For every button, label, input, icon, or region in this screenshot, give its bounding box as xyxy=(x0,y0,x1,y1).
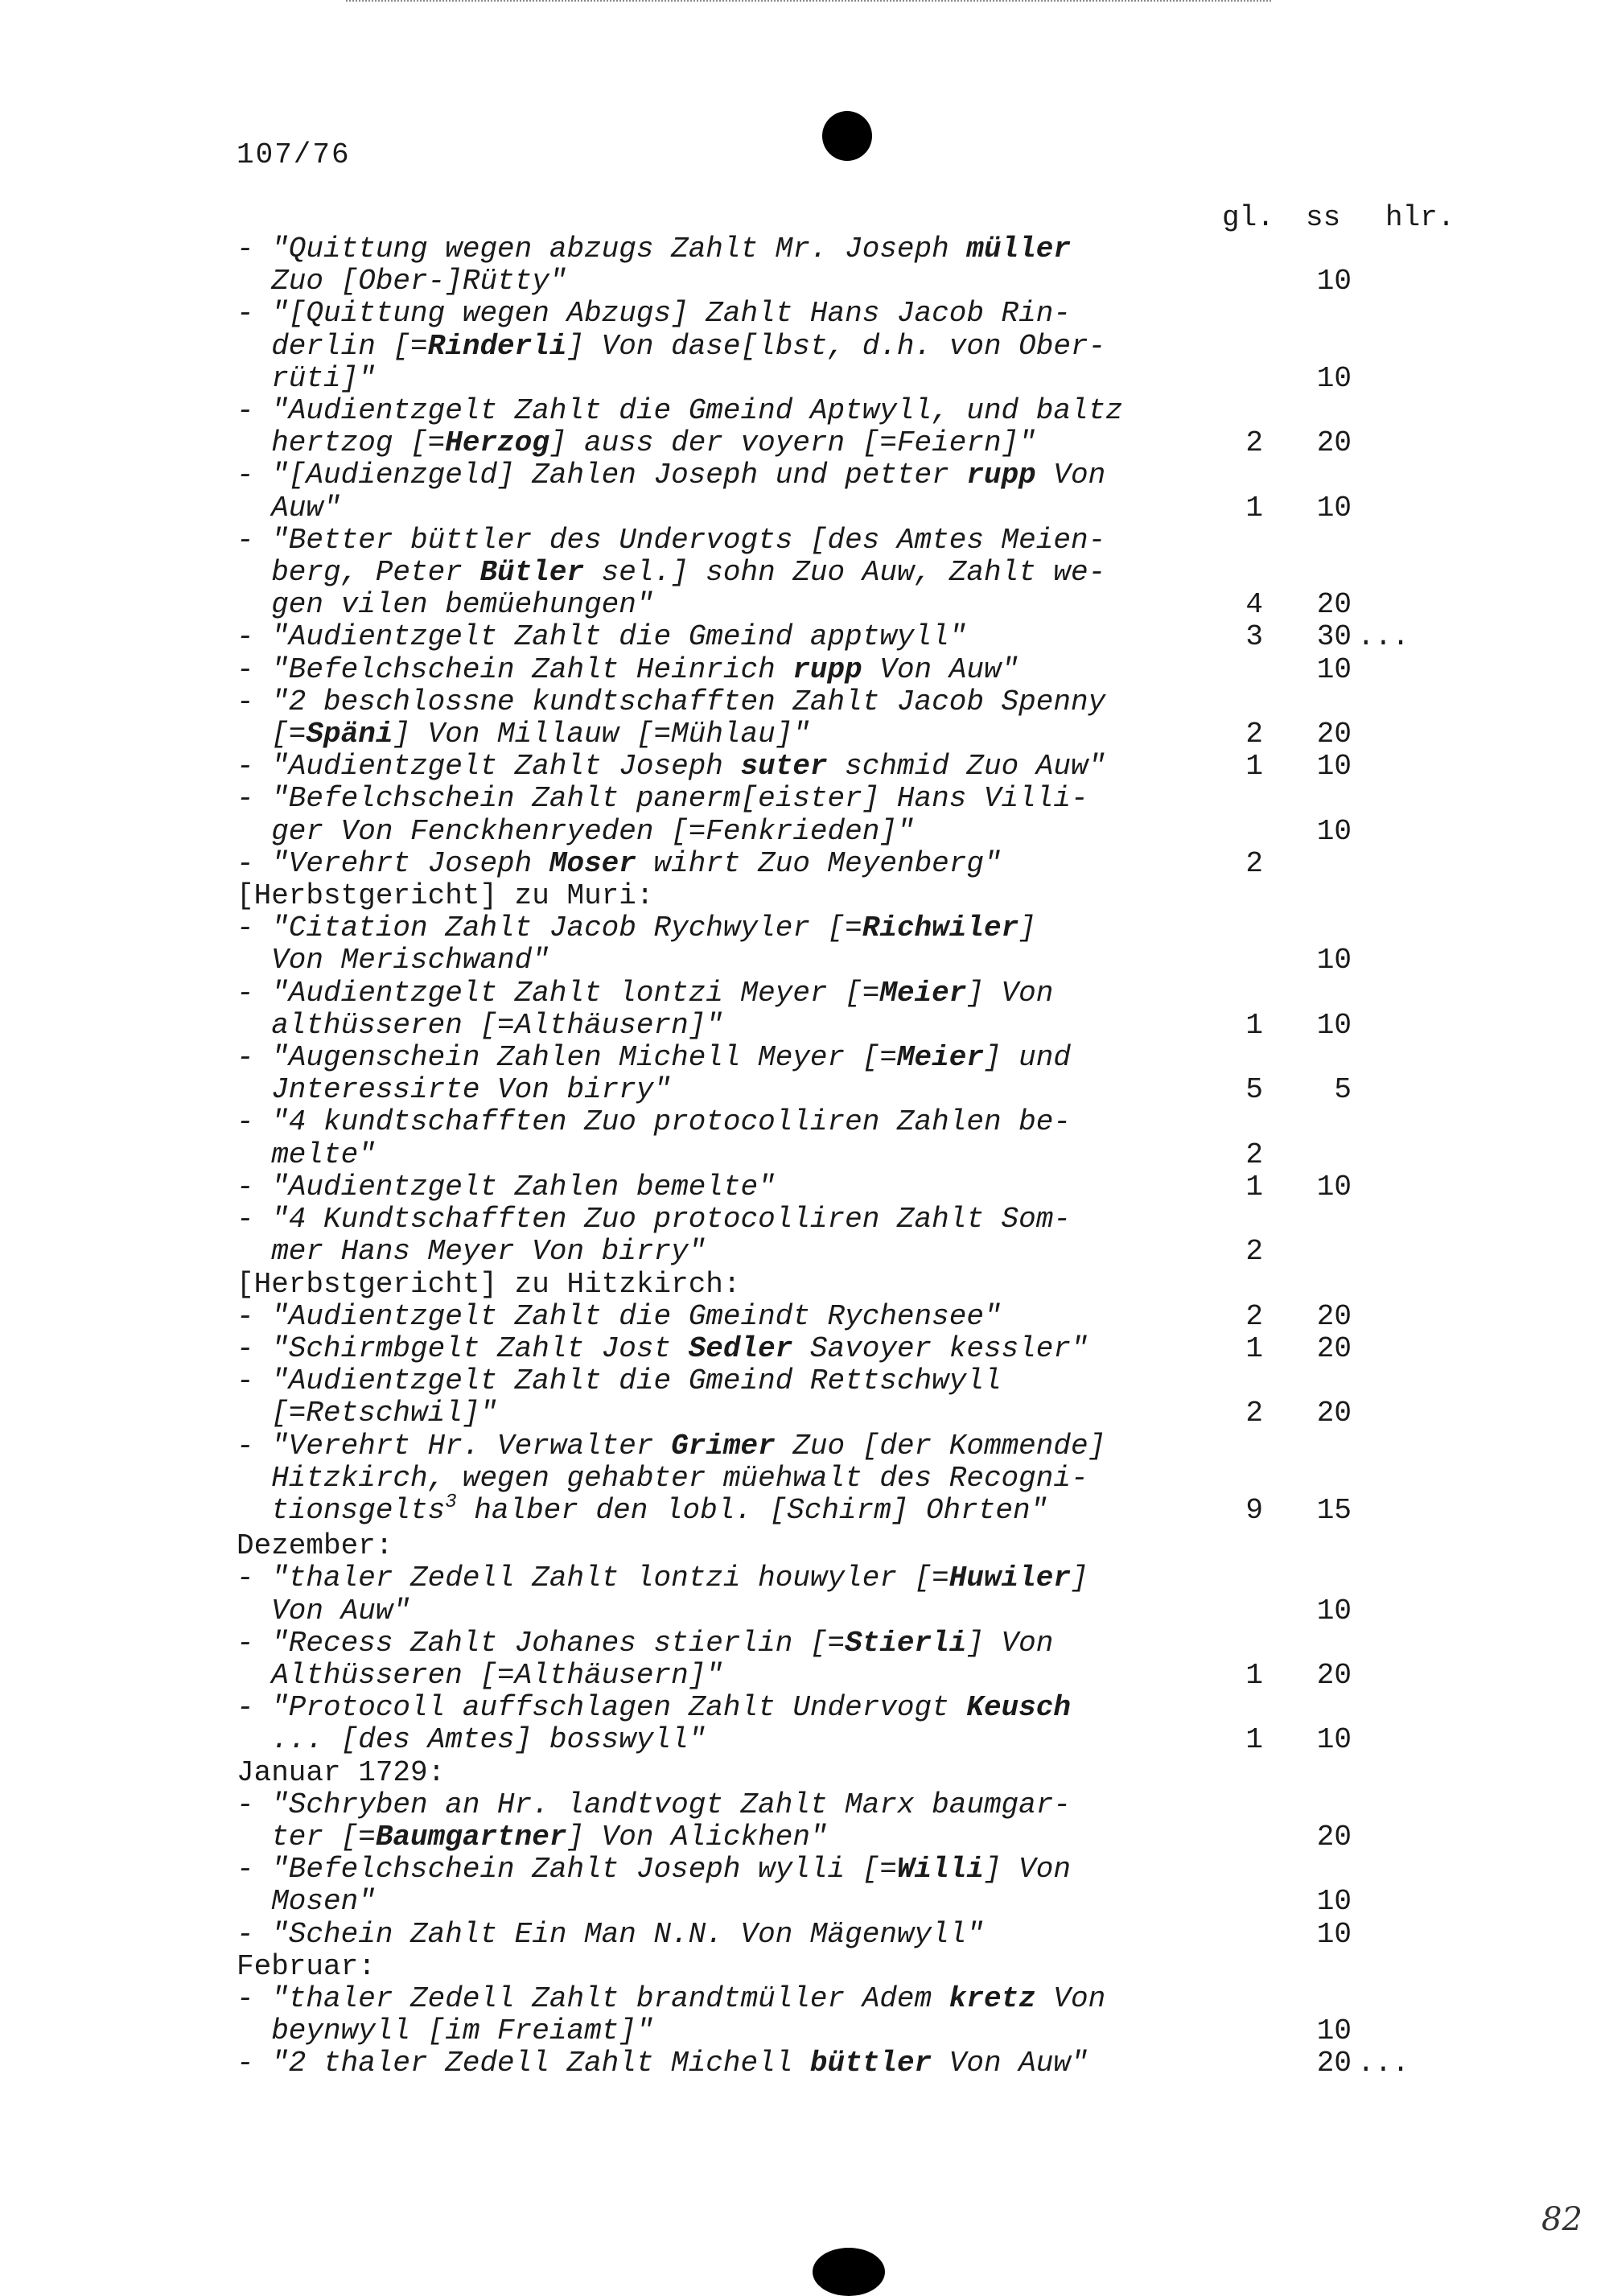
amount-gl: 2 xyxy=(1245,1299,1263,1333)
entry-text: - "thaler Zedell Zahlt brandtmüller Adem kretz Von xyxy=(237,1981,1106,2015)
entry-text: beynwyll [im Freiamt]" xyxy=(237,2014,654,2048)
entry-line xyxy=(237,977,1604,1010)
amount-gl: 5 xyxy=(1245,1073,1263,1107)
handwritten-page-number: 82 xyxy=(1541,2201,1582,2238)
continuation-marker: ... xyxy=(1357,2047,1409,2080)
surname-emphasis: Meier xyxy=(879,976,967,1010)
entry-text: melte" xyxy=(237,1138,376,1171)
entry-line xyxy=(237,1397,1604,1430)
section-heading xyxy=(237,880,1604,912)
section-heading xyxy=(237,1269,1604,1301)
entry-text: - "Verehrt Joseph Moser wihrt Zuo Meyenberg" xyxy=(237,846,1002,880)
entry-text: Althüsseren [=Althäusern]" xyxy=(237,1658,723,1692)
punch-hole-bottom xyxy=(813,2248,885,2296)
entry-text: - "Citation Zahlt Jacob Rychwyler [=Richwiler] xyxy=(237,911,1036,945)
scan-edge-specks xyxy=(346,0,1271,5)
entry-line xyxy=(237,1854,1604,1886)
amount-ss: 20 xyxy=(1316,1820,1352,1854)
entry-line xyxy=(237,1983,1604,2015)
entry-line xyxy=(237,621,1604,653)
entry-text: Von Auw" xyxy=(237,1594,411,1627)
entry-line xyxy=(237,1042,1604,1074)
amount-gl: 2 xyxy=(1245,1235,1263,1269)
entry-line xyxy=(237,1789,1604,1821)
entry-line xyxy=(237,1236,1604,1268)
entry-line xyxy=(237,1491,1604,1530)
entry-line xyxy=(237,1463,1604,1495)
entry-line xyxy=(237,1301,1604,1333)
entry-line xyxy=(237,589,1604,621)
surname-emphasis: Bütler xyxy=(479,556,585,590)
entry-line xyxy=(237,298,1604,330)
entry-line xyxy=(237,1562,1604,1594)
entry-line xyxy=(237,363,1604,395)
entry-line xyxy=(237,848,1604,880)
surname-emphasis: müller xyxy=(966,232,1071,265)
surname-emphasis: Herzog xyxy=(445,426,549,460)
entry-line xyxy=(237,1333,1604,1365)
entry-line xyxy=(237,1595,1604,1627)
entry-text: Jnteressirte Von birry" xyxy=(237,1073,672,1107)
amount-ss: 10 xyxy=(1316,1594,1352,1627)
amount-ss: 10 xyxy=(1316,652,1352,686)
entry-text: - "Verehrt Hr. Verwalter Grimer Zuo [der Kommende] xyxy=(237,1429,1106,1463)
entry-line xyxy=(237,233,1604,265)
entry-text: - "Quittung wegen abzugs Zahlt Mr. Joseph müller xyxy=(237,232,1071,265)
entry-text: [=Retschwil]" xyxy=(237,1397,498,1430)
amount-gl: 1 xyxy=(1245,1008,1263,1042)
amount-ss: 10 xyxy=(1316,750,1352,784)
amount-gl: 1 xyxy=(1245,1658,1263,1692)
entry-text: [=Späni] Von Millauw [=Mühlau]" xyxy=(237,718,810,751)
amount-gl: 1 xyxy=(1245,491,1263,525)
amount-gl: 1 xyxy=(1245,1723,1263,1757)
entry-line xyxy=(237,1919,1604,1951)
entry-line xyxy=(237,1821,1604,1854)
amount-gl: 2 xyxy=(1245,718,1263,751)
entry-line xyxy=(237,1010,1604,1042)
entry-text: - "2 thaler Zedell Zahlt Michell büttler Von Auw" xyxy=(237,2047,1088,2080)
amount-gl: 2 xyxy=(1245,426,1263,460)
entry-text: Auw" xyxy=(237,491,341,525)
entry-text: hertzog [=Herzog] auss der voyern [=Feiern]" xyxy=(237,426,1036,460)
surname-emphasis: Sedler xyxy=(688,1331,793,1365)
surname-emphasis: Baumgartner xyxy=(375,1820,567,1854)
section-heading xyxy=(237,1757,1604,1789)
ledger-entries xyxy=(237,233,1604,2080)
amount-ss: 10 xyxy=(1316,1885,1352,1919)
entry-text: - "Schirmbgelt Zahlt Jost Sedler Savoyer kessler" xyxy=(237,1331,1088,1365)
amount-ss: 10 xyxy=(1316,2014,1352,2048)
entry-text: - "4 kundtschafften Zuo protocolliren Zahlen be- xyxy=(237,1105,1071,1139)
amount-ss: 20 xyxy=(1316,718,1352,751)
amount-gl: 4 xyxy=(1245,588,1263,622)
surname-emphasis: Späni xyxy=(306,718,393,751)
section-heading xyxy=(237,1530,1604,1562)
entry-text: - "Protocoll auffschlagen Zahlt Undervogt Keusch xyxy=(237,1691,1071,1725)
entry-text: - "Audientzgelt Zahlt die Gmeind Aptwyll, und baltz xyxy=(237,394,1123,428)
surname-emphasis: büttler xyxy=(809,2047,932,2080)
amount-ss: 10 xyxy=(1316,1170,1352,1204)
amount-ss: 10 xyxy=(1316,814,1352,848)
entry-line xyxy=(237,751,1604,783)
entry-text: gen vilen bemüehungen" xyxy=(237,588,654,622)
entry-line xyxy=(237,1724,1604,1756)
entry-line xyxy=(237,525,1604,557)
entry-text: rüti]" xyxy=(237,361,376,395)
entry-text: Zuo [Ober-]Rütty" xyxy=(237,265,567,298)
entry-line xyxy=(237,1171,1604,1204)
entry-line xyxy=(237,459,1604,492)
entry-line xyxy=(237,816,1604,848)
entry-text: - "4 Kundtschafften Zuo protocolliren Zahlt Som- xyxy=(237,1203,1071,1236)
entry-text: - "Audientzgelt Zahlt die Gmeindt Rychensee" xyxy=(237,1299,1002,1333)
section-heading-text: Februar: xyxy=(237,1949,376,1983)
amount-ss: 20 xyxy=(1316,1331,1352,1365)
entry-text: - "thaler Zedell Zahlt lontzi houwyler [=Huwiler] xyxy=(237,1562,1088,1595)
entry-line xyxy=(237,944,1604,977)
entry-line xyxy=(237,783,1604,815)
entry-text: - "Schein Zahlt Ein Man N.N. Von Mägenwyll" xyxy=(237,1917,984,1951)
entry-line xyxy=(237,427,1604,459)
entry-line xyxy=(237,1139,1604,1171)
entry-line xyxy=(237,2015,1604,2047)
column-headers xyxy=(0,201,1609,233)
entry-line xyxy=(237,1074,1604,1106)
entry-line xyxy=(237,395,1604,427)
entry-line xyxy=(237,557,1604,589)
entry-text: Hitzkirch, wegen gehabter müehwalt des Recogni- xyxy=(237,1461,1088,1495)
entry-line xyxy=(237,1106,1604,1138)
entry-text: - "Recess Zahlt Johanes stierlin [=Stierli] Von xyxy=(237,1626,1054,1660)
section-heading-text: Januar 1729: xyxy=(237,1755,446,1789)
amount-ss: 10 xyxy=(1316,944,1352,977)
column-header-hlr: hlr. xyxy=(1385,201,1455,234)
surname-emphasis: Grimer xyxy=(671,1429,776,1463)
entry-text: - "Audientzgelt Zahlt die Gmeind apptwyll" xyxy=(237,620,967,654)
entry-text: - "Better büttler des Undervogts [des Amtes Meien- xyxy=(237,523,1106,557)
entry-line xyxy=(237,654,1604,686)
entry-text: ter [=Baumgartner] Von Alickhen" xyxy=(237,1820,828,1854)
entry-line xyxy=(237,1365,1604,1397)
amount-ss: 20 xyxy=(1316,588,1352,622)
column-header-ss: ss xyxy=(1306,201,1341,234)
amount-ss: 20 xyxy=(1316,2047,1352,2080)
entry-text: - "Befelchschein Zahlt panerm[eister] Hans Villi- xyxy=(237,782,1088,816)
amount-ss: 20 xyxy=(1316,1397,1352,1430)
amount-gl: 2 xyxy=(1245,1138,1263,1171)
entry-line xyxy=(237,1204,1604,1236)
surname-emphasis: Willi xyxy=(896,1853,984,1887)
entry-line xyxy=(237,1627,1604,1660)
amount-ss: 10 xyxy=(1316,361,1352,395)
entry-line xyxy=(237,2047,1604,2080)
amount-ss: 20 xyxy=(1316,1299,1352,1333)
section-heading-text: Dezember: xyxy=(237,1529,393,1563)
entry-text: ... [des Amtes] bosswyll" xyxy=(237,1723,706,1757)
amount-ss: 10 xyxy=(1316,265,1352,298)
entry-line xyxy=(237,1692,1604,1724)
amount-ss: 10 xyxy=(1316,1917,1352,1951)
section-heading-text: [Herbstgericht] zu Hitzkirch: xyxy=(237,1267,741,1301)
entry-line xyxy=(237,331,1604,363)
entry-text: berg, Peter Bütler sel.] sohn Zuo Auw, Zahlt we- xyxy=(237,556,1106,590)
punch-hole-top xyxy=(822,111,872,161)
entry-text: derlin [=Rinderli] Von dase[lbst, d.h. von Ober- xyxy=(237,329,1106,363)
amount-ss: 5 xyxy=(1334,1073,1352,1107)
surname-emphasis: Rinderli xyxy=(427,329,567,363)
amount-gl: 9 xyxy=(1245,1493,1263,1527)
amount-gl: 2 xyxy=(1245,846,1263,880)
surname-emphasis: kretz xyxy=(949,1981,1036,2015)
entry-line xyxy=(237,1430,1604,1463)
entry-line xyxy=(237,718,1604,751)
entry-text: althüsseren [=Althäusern]" xyxy=(237,1008,723,1042)
entry-text: - "Audientzgelt Zahlt Joseph suter schmid Zuo Auw" xyxy=(237,750,1106,784)
column-header-gl: gl. xyxy=(1222,201,1274,234)
amount-gl: 1 xyxy=(1245,1331,1263,1365)
amount-ss: 30 xyxy=(1316,620,1352,654)
entry-text: Mosen" xyxy=(237,1885,376,1919)
entry-text: - "Befelchschein Zahlt Joseph wylli [=Willi] Von xyxy=(237,1853,1071,1887)
entry-text: ger Von Fenckhenryeden [=Fenkrieden]" xyxy=(237,814,915,848)
entry-line xyxy=(237,1886,1604,1918)
entry-text: - "2 beschlossne kundtschafften Zahlt Jacob Spenny xyxy=(237,685,1106,718)
amount-gl: 1 xyxy=(1245,750,1263,784)
entry-line xyxy=(237,686,1604,718)
amount-ss: 10 xyxy=(1316,1723,1352,1757)
entry-text: - "[Quittung wegen Abzugs] Zahlt Hans Jacob Rin- xyxy=(237,297,1071,331)
continuation-marker: ... xyxy=(1357,620,1409,654)
entry-text: - "Schryben an Hr. landtvogt Zahlt Marx baumgar- xyxy=(237,1788,1071,1821)
surname-emphasis: Huwiler xyxy=(949,1562,1071,1595)
entry-line xyxy=(237,1660,1604,1692)
page-id: 107/76 xyxy=(237,138,351,171)
surname-emphasis: Moser xyxy=(549,846,636,880)
entry-text: Von Merischwand" xyxy=(237,944,549,977)
amount-ss: 20 xyxy=(1316,426,1352,460)
amount-gl: 2 xyxy=(1245,1397,1263,1430)
surname-emphasis: Keusch xyxy=(966,1691,1071,1725)
amount-ss: 15 xyxy=(1316,1493,1352,1527)
entry-text: tionsgelts$^3$ halber den lobl. [Schirm] Ohrten" xyxy=(237,1491,1048,1527)
entry-text: - "Befelchschein Zahlt Heinrich rupp Von Auw" xyxy=(237,652,1019,686)
surname-emphasis: Meier xyxy=(896,1041,984,1075)
amount-gl: 1 xyxy=(1245,1170,1263,1204)
surname-emphasis: rupp xyxy=(966,459,1036,492)
surname-emphasis: suter xyxy=(740,750,828,784)
footnote-marker: 3 xyxy=(445,1491,457,1513)
entry-text: mer Hans Meyer Von birry" xyxy=(237,1235,706,1269)
entry-line xyxy=(237,912,1604,944)
entry-line xyxy=(237,492,1604,525)
entry-text: - "Augenschein Zahlen Michell Meyer [=Meier] und xyxy=(237,1041,1071,1075)
amount-ss: 10 xyxy=(1316,1008,1352,1042)
amount-ss: 20 xyxy=(1316,1658,1352,1692)
surname-emphasis: Stierli xyxy=(845,1626,967,1660)
section-heading xyxy=(237,1951,1604,1983)
entry-text: - "Audientzgelt Zahlen bemelte" xyxy=(237,1170,776,1204)
entry-text: - "Audientzgelt Zahlt lontzi Meyer [=Meier] Von xyxy=(237,976,1054,1010)
entry-line xyxy=(237,265,1604,298)
section-heading-text: [Herbstgericht] zu Muri: xyxy=(237,879,654,913)
surname-emphasis: Richwiler xyxy=(862,911,1019,945)
amount-ss: 10 xyxy=(1316,491,1352,525)
amount-gl: 3 xyxy=(1245,620,1263,654)
surname-emphasis: rupp xyxy=(792,652,862,686)
entry-text: - "[Audienzgeld] Zahlen Joseph und petter rupp Von xyxy=(237,459,1106,492)
entry-text: - "Audientzgelt Zahlt die Gmeind Rettschwyll xyxy=(237,1364,1002,1398)
